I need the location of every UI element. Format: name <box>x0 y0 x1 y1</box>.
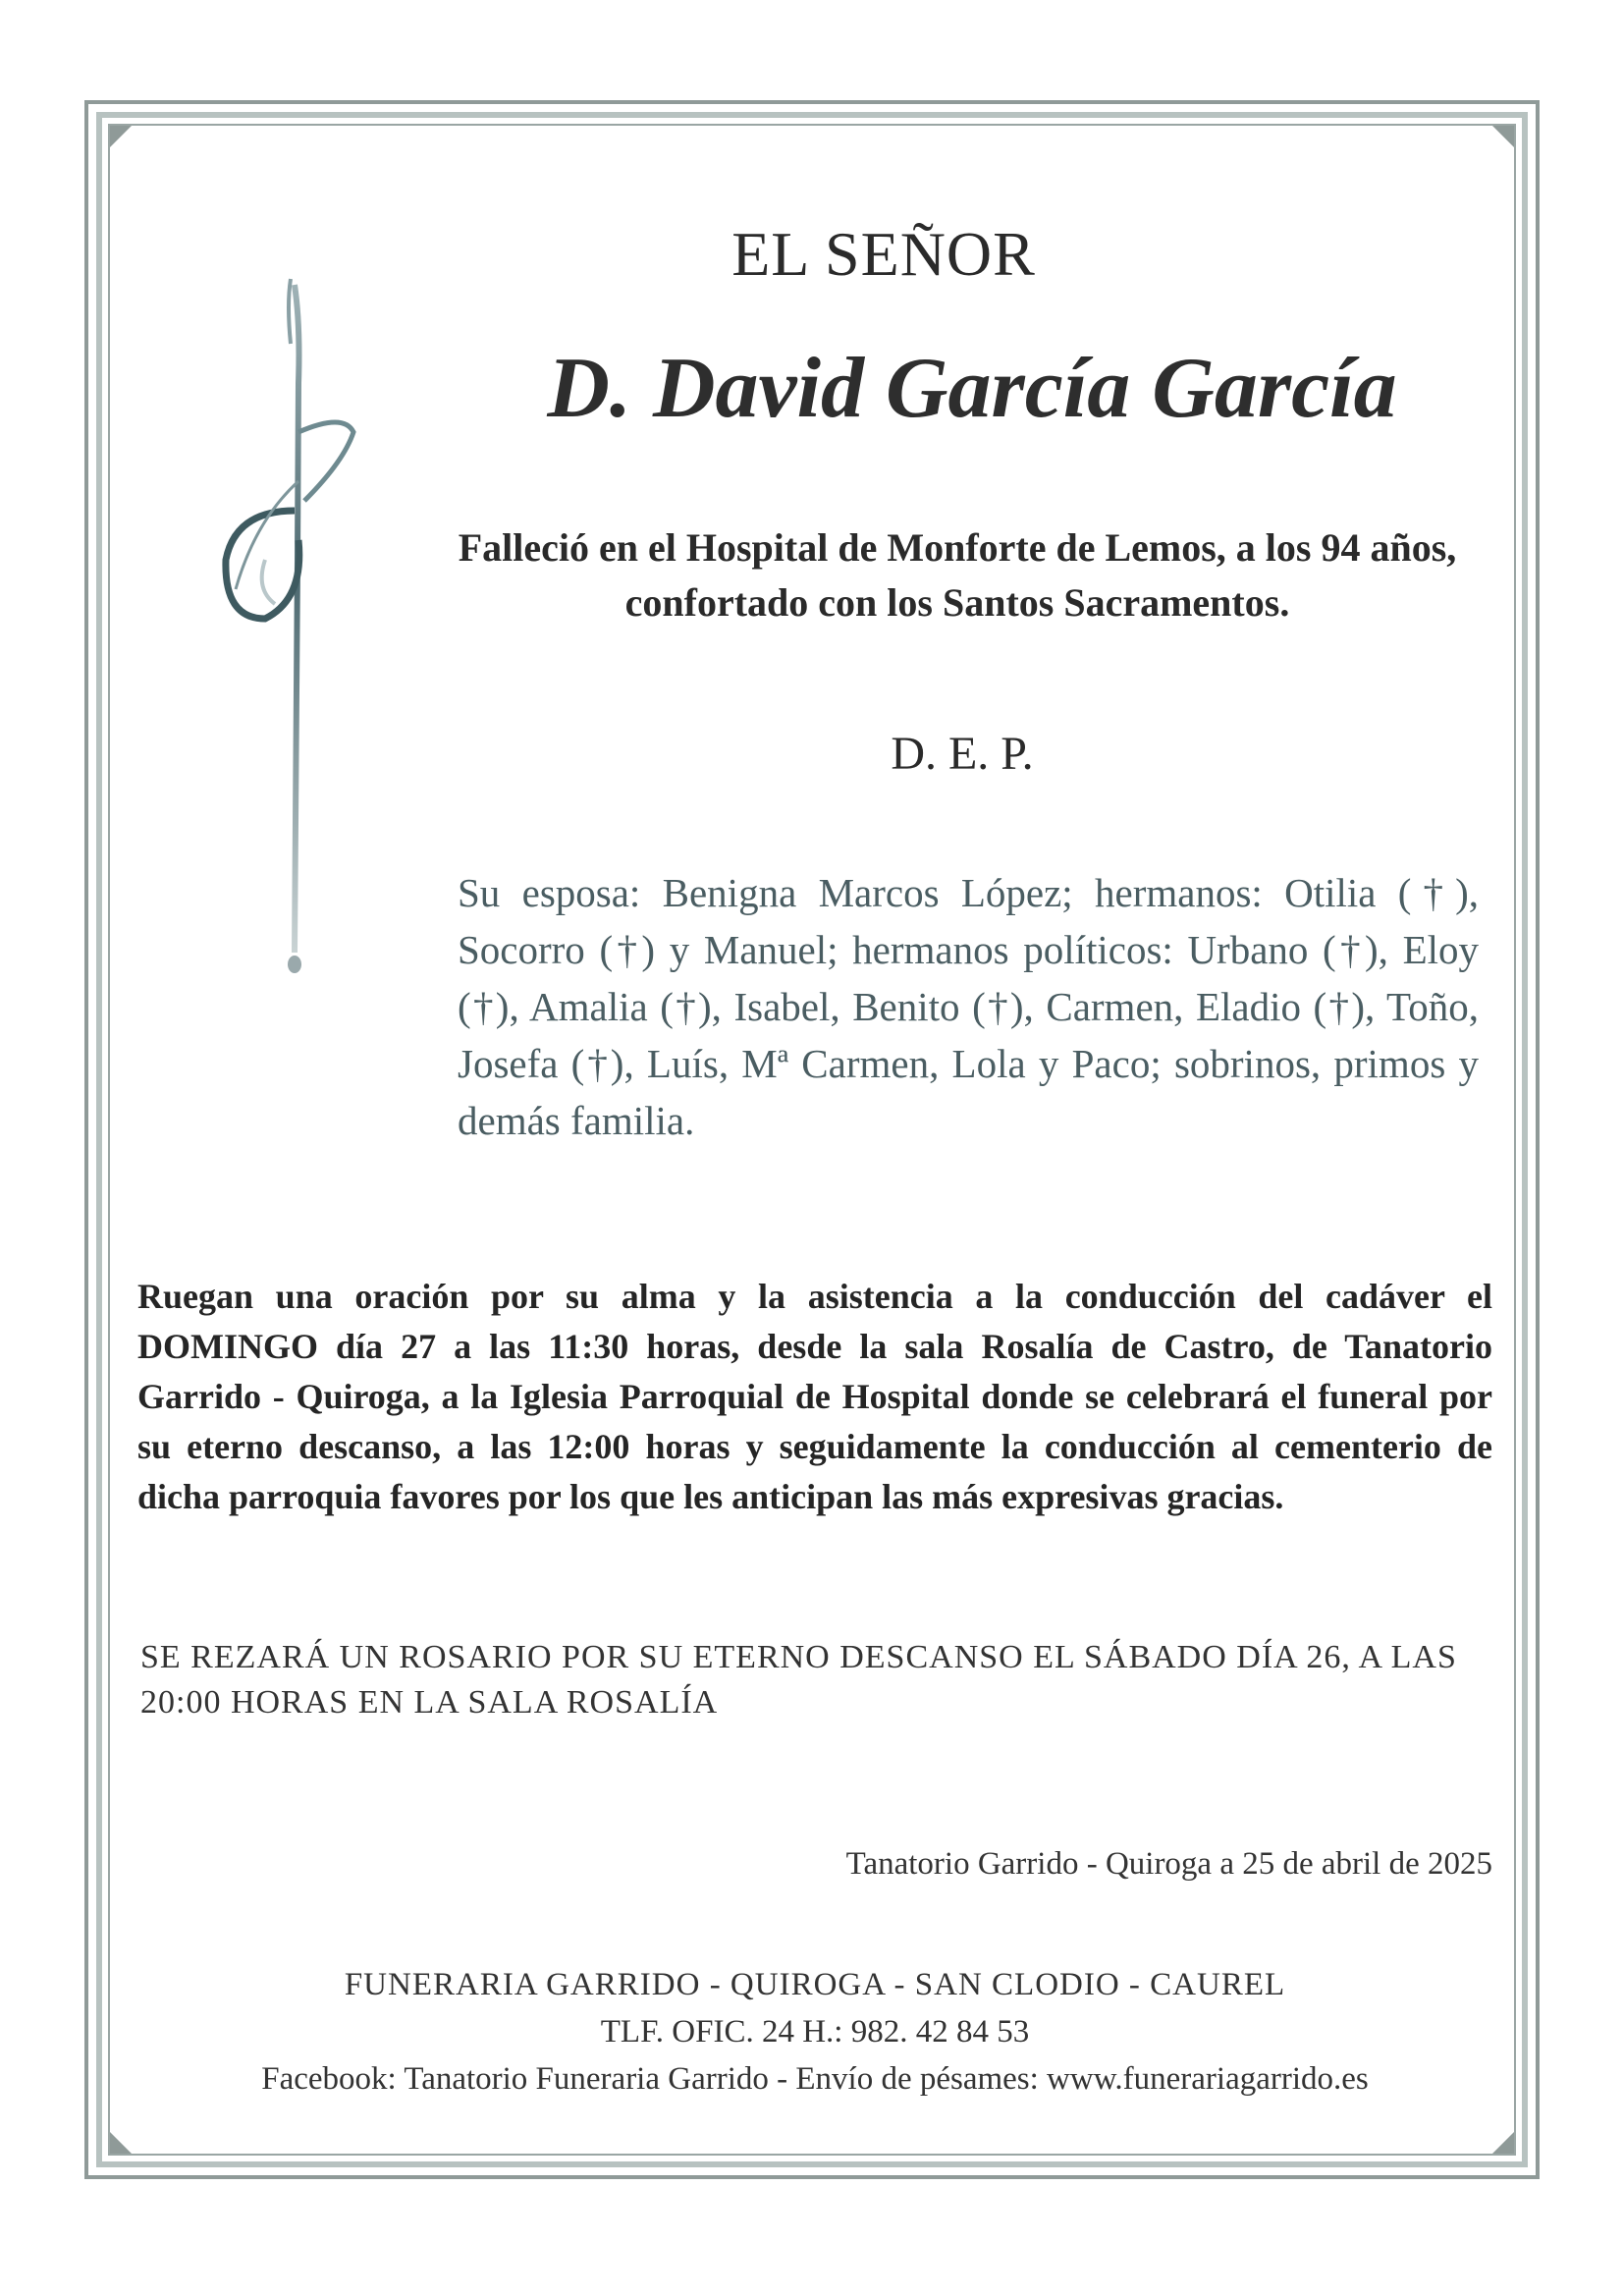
corner-triangle-icon <box>1487 126 1514 153</box>
place-and-date: Tanatorio Garrido - Quiroga a 25 de abril de 2025 <box>845 1846 1492 1882</box>
footer-contact: Facebook: Tanatorio Funeraria Garrido - Envío de pésames: www.funerariagarrido.es <box>261 2061 1369 2097</box>
footer-phone: TLF. OFIC. 24 H.: 982. 42 84 53 <box>600 2014 1030 2050</box>
funeral-announcement: Ruegan una oración por su alma y la asistencia a la conducción del cadáver el DOMINGO día 27 a las 11:30 horas, desde la sala Rosalía de Castro, de Tanatorio Garrido - Quiroga, a la Iglesia Parroquial de Hospital donde se celebrará el funeral por su eterno descanso, a las 12:00 horas y seguidamente la conducción al cementerio de dicha parroquia favores por los que les anticipan las más expresivas gracias. <box>137 1277 1492 1516</box>
rosary-announcement: SE REZARÁ UN ROSARIO POR SU ETERNO DESCANSO EL SÁBADO DÍA 26, A LAS 20:00 HORAS EN LA SALA ROSALÍA <box>140 1639 1457 1721</box>
heading: EL SEÑOR <box>731 219 1036 289</box>
deceased-name: D. David García García <box>547 341 1397 436</box>
corner-triangle-icon <box>110 126 137 153</box>
family-list: Su esposa: Benigna Marcos López; hermanos: Otilia (†), Socorro (†) y Manuel; hermanos políticos: Urbano (†), Eloy (†), Amalia (†), Isabel, Benito (†), Carmen, Eladio (†), Toño, Josefa (†), Luís, Mª Carmen, Lola y Paco; sobrinos, primos y demás familia. <box>458 870 1479 1143</box>
corner-triangle-icon <box>1487 2126 1514 2154</box>
death-line: confortado con los Santos Sacramentos. <box>624 580 1290 625</box>
footer-company: FUNERARIA GARRIDO - QUIROGA - SAN CLODIO - CAUREL <box>344 1967 1286 2002</box>
death-notice <box>403 520 1512 630</box>
cross-lily-icon <box>196 265 363 1011</box>
death-line: Falleció en el Hospital de Monforte de Lemos, a los 94 años, <box>458 525 1457 570</box>
corner-triangle-icon <box>110 2126 137 2154</box>
dep-abbreviation: D. E. P. <box>891 728 1034 780</box>
